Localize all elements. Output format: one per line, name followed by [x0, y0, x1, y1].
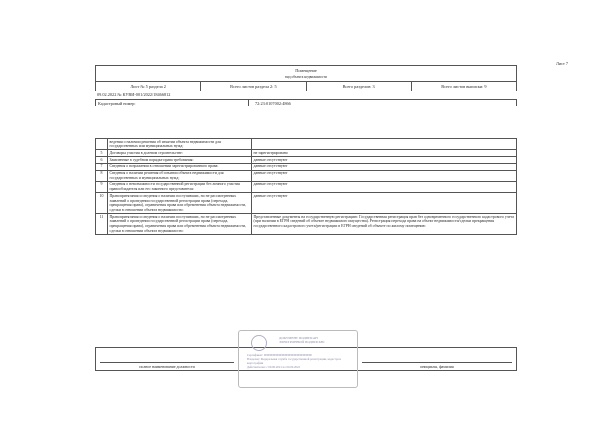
encumbrance-table	[95, 138, 517, 235]
object-type-caption: вид объекта недвижимости	[285, 75, 327, 79]
row-description: Заявленные в судебном порядке права требования:	[108, 157, 252, 164]
total-sheets-section: Всего листов раздела 2: 5	[201, 82, 306, 91]
row-description: ведения о наличии решения об изъятии объекта недвижимости для государственных или муниципальных нужд:	[108, 139, 252, 150]
position-line	[100, 362, 234, 363]
stamp-line-2: ЭЛЕКТРОННОЙ ПОДПИСЬЮ	[279, 340, 325, 345]
row-number: 8	[96, 170, 108, 181]
emblem-icon	[251, 335, 267, 351]
table-row	[96, 139, 517, 150]
stamp-line-1: ДОКУМЕНТ ПОДПИСАН	[279, 336, 318, 340]
sheet-info-row	[95, 81, 517, 91]
table-row	[96, 193, 517, 214]
table-row	[96, 157, 517, 164]
row-number: 10	[96, 193, 108, 214]
row-number: 5	[96, 150, 108, 157]
date-and-number: 09.02.2022 № КУВИ-001/2022/18466812	[97, 92, 171, 97]
row-number: 11	[96, 214, 108, 235]
row-value: не зарегистрировано	[252, 150, 517, 157]
row-description: Правопритязания и сведения о наличии поступивших, но не рассмотренных заявлений о проведении государственной регистрации права (перехода, прекращения права), ограничения права или обременения объекта недвижимости, сделки в отношении объекта недвижимости:	[108, 214, 252, 235]
electronic-signature-stamp	[238, 330, 358, 388]
row-value: Представленные документы на государственную регистрацию: Государственная регистрация прав без одновременного государственного кадастрового учета (при наличии в ЕГРН сведений об объекте недвижимого имущества). Регистрация перехода права на объект недвижимости/сделки прекращения государственного кадастрового учета/регистрации в ЕГРН сведений об объекте по жилому помещению	[252, 214, 517, 235]
row-description: Правопритязания и сведения о наличии поступивших, но не рассмотренных заявлений о проведении государственной регистрации права (перехода, прекращения права), ограничения права или обременения объекта недвижимости, сделки в отношении объекта недвижимости:	[108, 193, 252, 214]
row-number: 9	[96, 181, 108, 192]
stamp-line-5: Действителен: с 00.00.2021 по 00.00.2022	[247, 365, 301, 369]
name-line	[362, 362, 512, 363]
table-row	[96, 170, 517, 181]
table-row	[96, 181, 517, 192]
cadastral-label: Кадастровый номер:	[96, 100, 249, 106]
extract-header	[95, 65, 517, 106]
stamp-line-3: Сертификат: 00000000000000000000000000000000	[247, 353, 312, 357]
row-description: Сведения о наличии решения об изъятии объекта недвижимости для государственных и муниципальных нужд:	[108, 170, 252, 181]
row-value: данные отсутствуют	[252, 193, 517, 214]
row-description: Сведения о невозможности государственной регистрации без личного участия правообладателя или его законного представителя:	[108, 181, 252, 192]
total-sections: Всего разделов: 3	[307, 82, 412, 91]
row-description: Договоры участия в долевом строительстве:	[108, 150, 252, 157]
object-type: Помещение	[295, 68, 317, 73]
row-number: 7	[96, 163, 108, 170]
table-row	[96, 163, 517, 170]
table-row	[96, 150, 517, 157]
object-type-header	[95, 65, 517, 81]
row-value: данные отсутствуют	[252, 157, 517, 164]
cadastral-number-row	[95, 99, 517, 106]
sheet-number: Лист № 5 раздела 2	[96, 82, 201, 91]
row-number	[96, 139, 108, 150]
row-value: данные отсутствуют	[252, 163, 517, 170]
row-description: Сведения о возражении в отношении зарегистрированного права:	[108, 163, 252, 170]
page-number: Лист 7	[556, 61, 568, 66]
stamp-line-4: Владелец: Федеральная служба государственной регистрации, кадастра и картографии	[247, 357, 342, 365]
table-row	[96, 214, 517, 235]
row-value: данные отсутствуют	[252, 181, 517, 192]
stamp-text	[279, 336, 353, 345]
position-label: полное наименование должности	[139, 365, 195, 369]
name-label: инициалы, фамилия	[420, 365, 454, 369]
row-number: 6	[96, 157, 108, 164]
total-sheets-extract: Всего листов выписки: 9	[441, 84, 487, 89]
row-value: данные отсутствуют	[252, 170, 517, 181]
cadastral-value: 72:23:0107002:4866	[255, 101, 291, 106]
row-value	[252, 139, 517, 150]
